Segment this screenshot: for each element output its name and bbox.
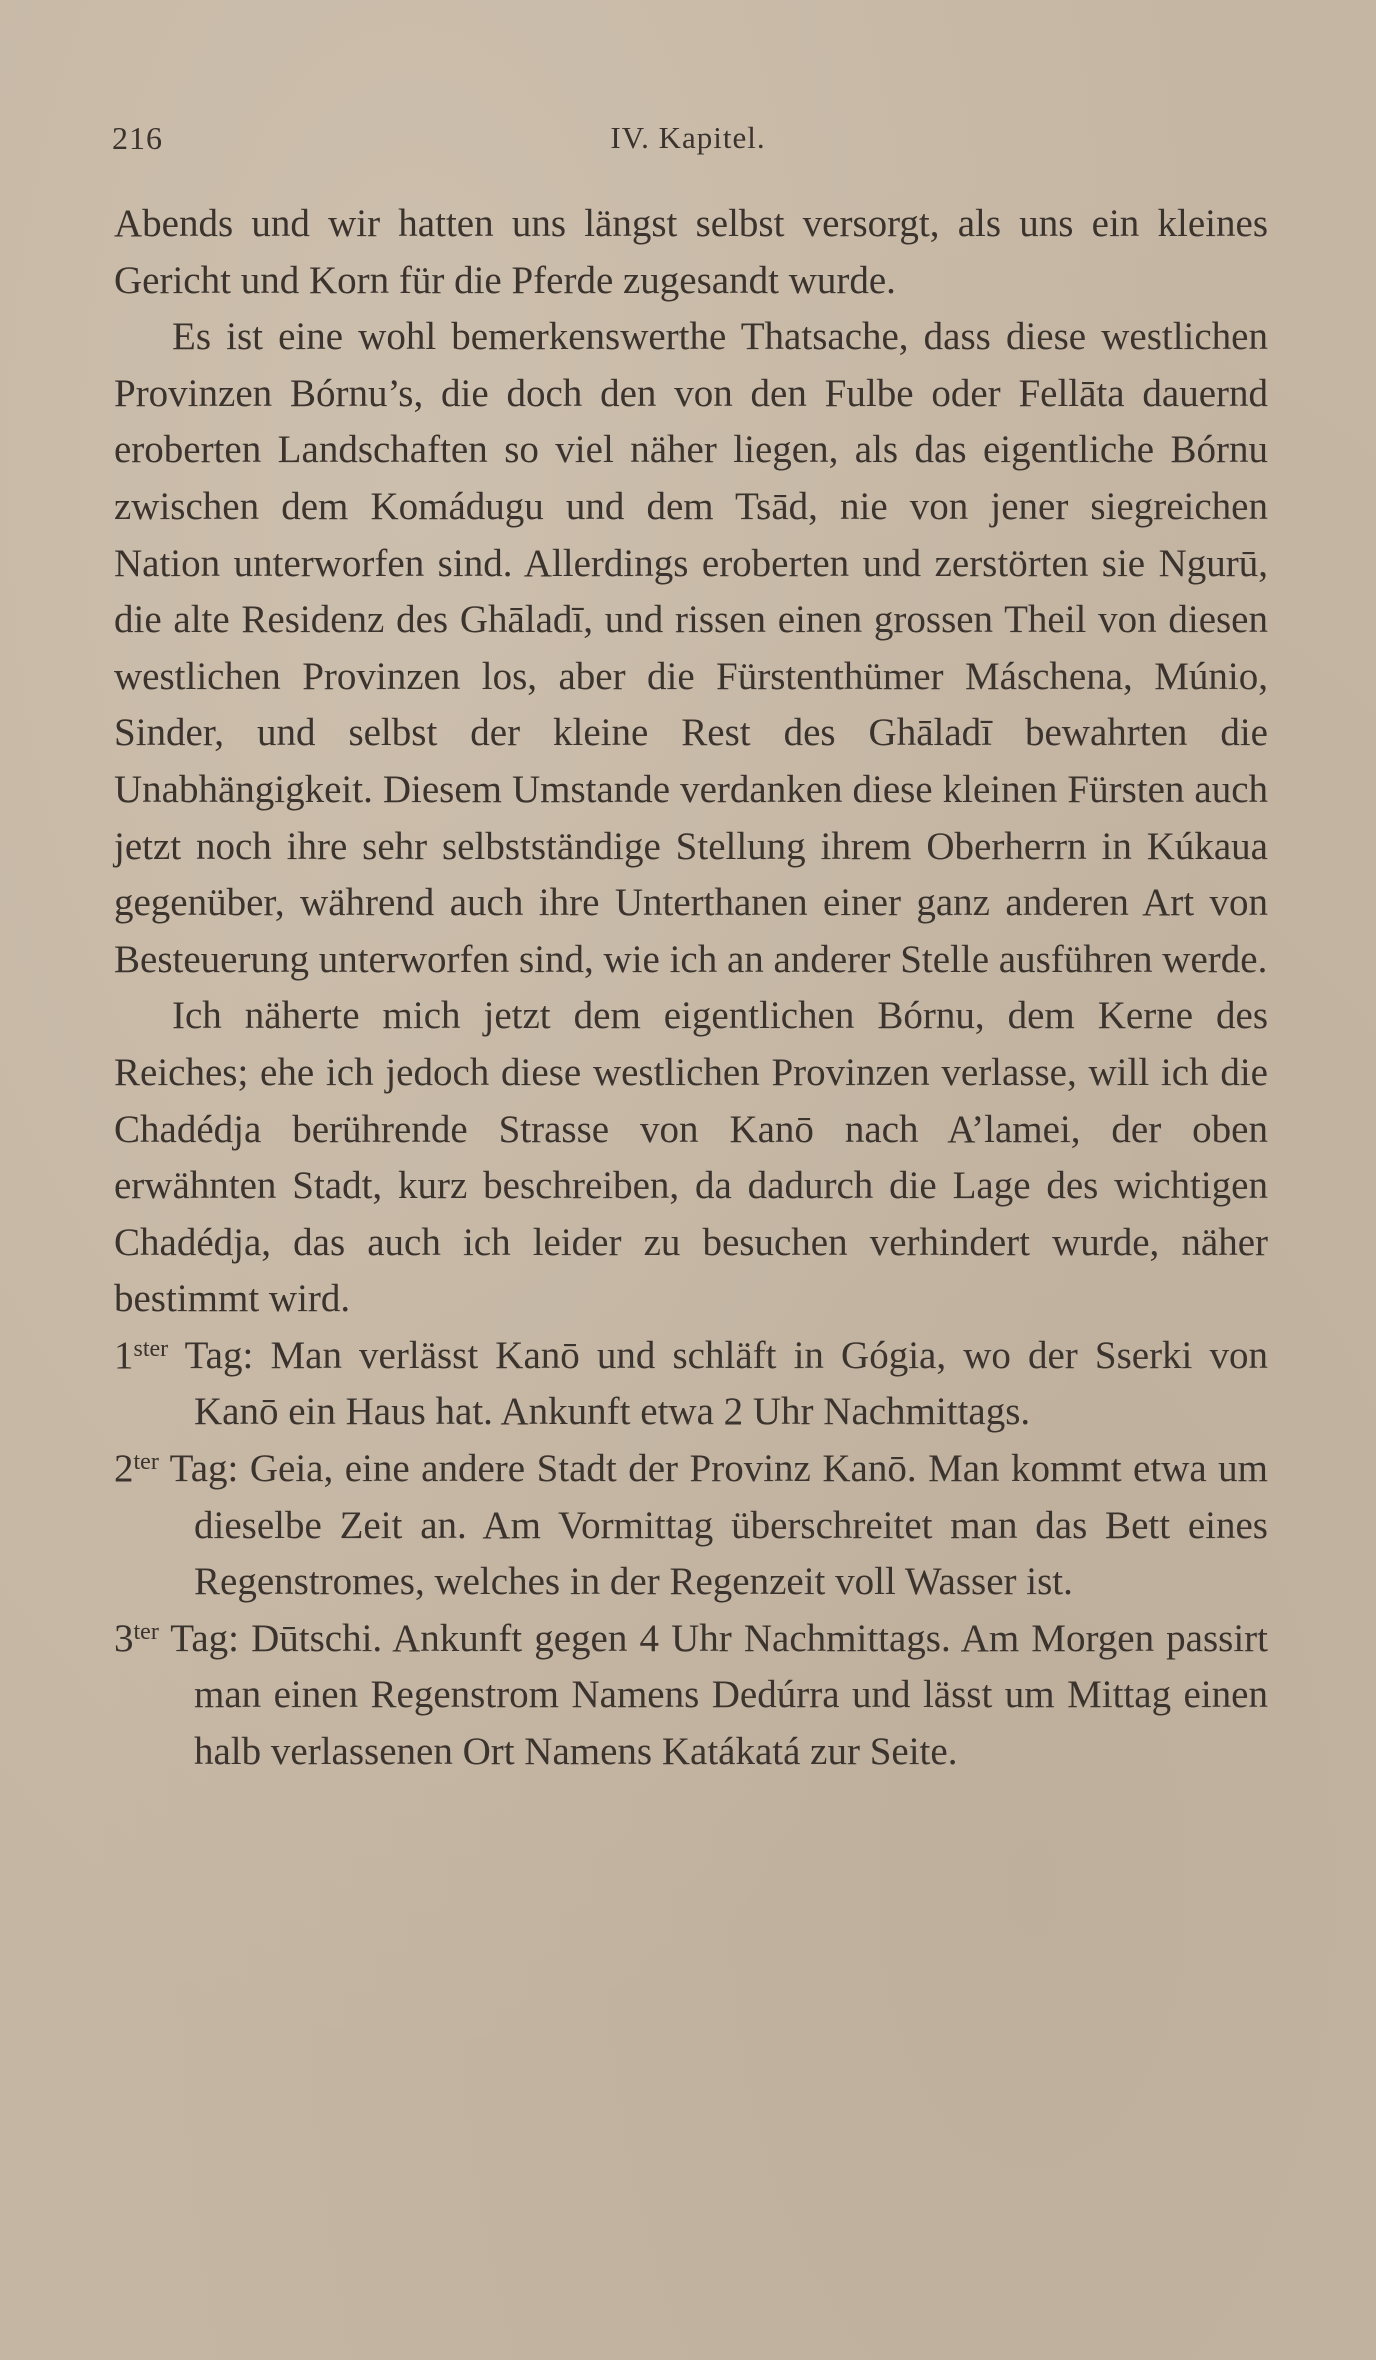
running-title: IV. Kapitel. — [610, 120, 766, 155]
itinerary-entry — [114, 1441, 1268, 1611]
entry-ordinal-suffix: ter — [133, 1449, 159, 1476]
body-text — [114, 196, 1268, 1781]
entry-label: Tag: — [169, 1447, 239, 1491]
page-header — [112, 120, 1264, 168]
entry-ordinal-suffix: ter — [133, 1618, 159, 1645]
itinerary-entry — [114, 1328, 1268, 1441]
paragraph: Abends und wir hatten uns längst selbst versorgt, als uns ein kleines Gericht und Korn für die Pferde zugesandt wurde. — [114, 202, 1268, 302]
itinerary-entry — [114, 1611, 1268, 1781]
entry-text: Geia, eine andere Stadt der Provinz Kanō. Man kommt etwa um dieselbe Zeit an. Am Vormittag überschreitet man das Bett eines Regenstromes, welches in der Regenzeit voll Wasser ist. — [194, 1447, 1269, 1604]
entry-ordinal-suffix: ster — [133, 1335, 169, 1362]
entry-number: 2 — [114, 1447, 134, 1491]
entry-text: Man verlässt Kanō und schläft in Gógia, wo der Sserki von Kanō ein Haus hat. Ankunft etwa 2 Uhr Nachmittags. — [194, 1333, 1269, 1434]
page-number: 216 — [112, 120, 163, 156]
entry-number: 3 — [114, 1616, 134, 1660]
entry-text: Dūtschi. Ankunft gegen 4 Uhr Nachmittags. Am Morgen passirt man einen Regenstrom Namens Dedúrra und lässt um Mittag einen halb verlassenen Ort Namens Katákatá zur Seite. — [194, 1616, 1269, 1774]
entry-label: Tag: — [184, 1333, 254, 1377]
entry-number: 1 — [114, 1333, 134, 1377]
paragraph: Es ist eine wohl bemerkenswerthe Thatsache, dass diese westlichen Provinzen Bórnu’s, die doch den von den Fulbe oder Fellāta dauernd eroberten Landschaften so viel näher liegen, als das eigentliche Bórnu zwischen dem Komádugu und dem Tsād, nie von jener siegreichen Nation unterworfen sind. Allerdings eroberten und zerstörten sie Ngurū, die alte Residenz des Ghāladī, und rissen einen grossen Theil von diesen westlichen Provinzen los, aber die Fürstenthümer Máschena, Múnio, Sinder, und selbst der kleine Rest des Ghāladī bewahrten die Unabhängigkeit. Diesem Umstande verdanken diese kleinen Fürsten auch jetzt noch ihre sehr selbstständige Stellung ihrem Oberherrn in Kúkaua gegenüber, während auch ihre Unterthanen einer ganz anderen Art von Besteuerung unterworfen sind, wie ich an anderer Stelle ausführen werde. — [114, 315, 1268, 981]
paragraph: Ich näherte mich jetzt dem eigentlichen Bórnu, dem Kerne des Reiches; ehe ich jedoch diese westlichen Provinzen verlasse, will ich die Chadédja berührende Strasse von Kanō nach A’lamei, der oben erwähnten Stadt, kurz beschreiben, da dadurch die Lage des wichtigen Chadédja, das auch ich leider zu besuchen verhindert wurde, näher bestimmt wird. — [114, 994, 1268, 1321]
entry-label: Tag: — [170, 1616, 239, 1660]
